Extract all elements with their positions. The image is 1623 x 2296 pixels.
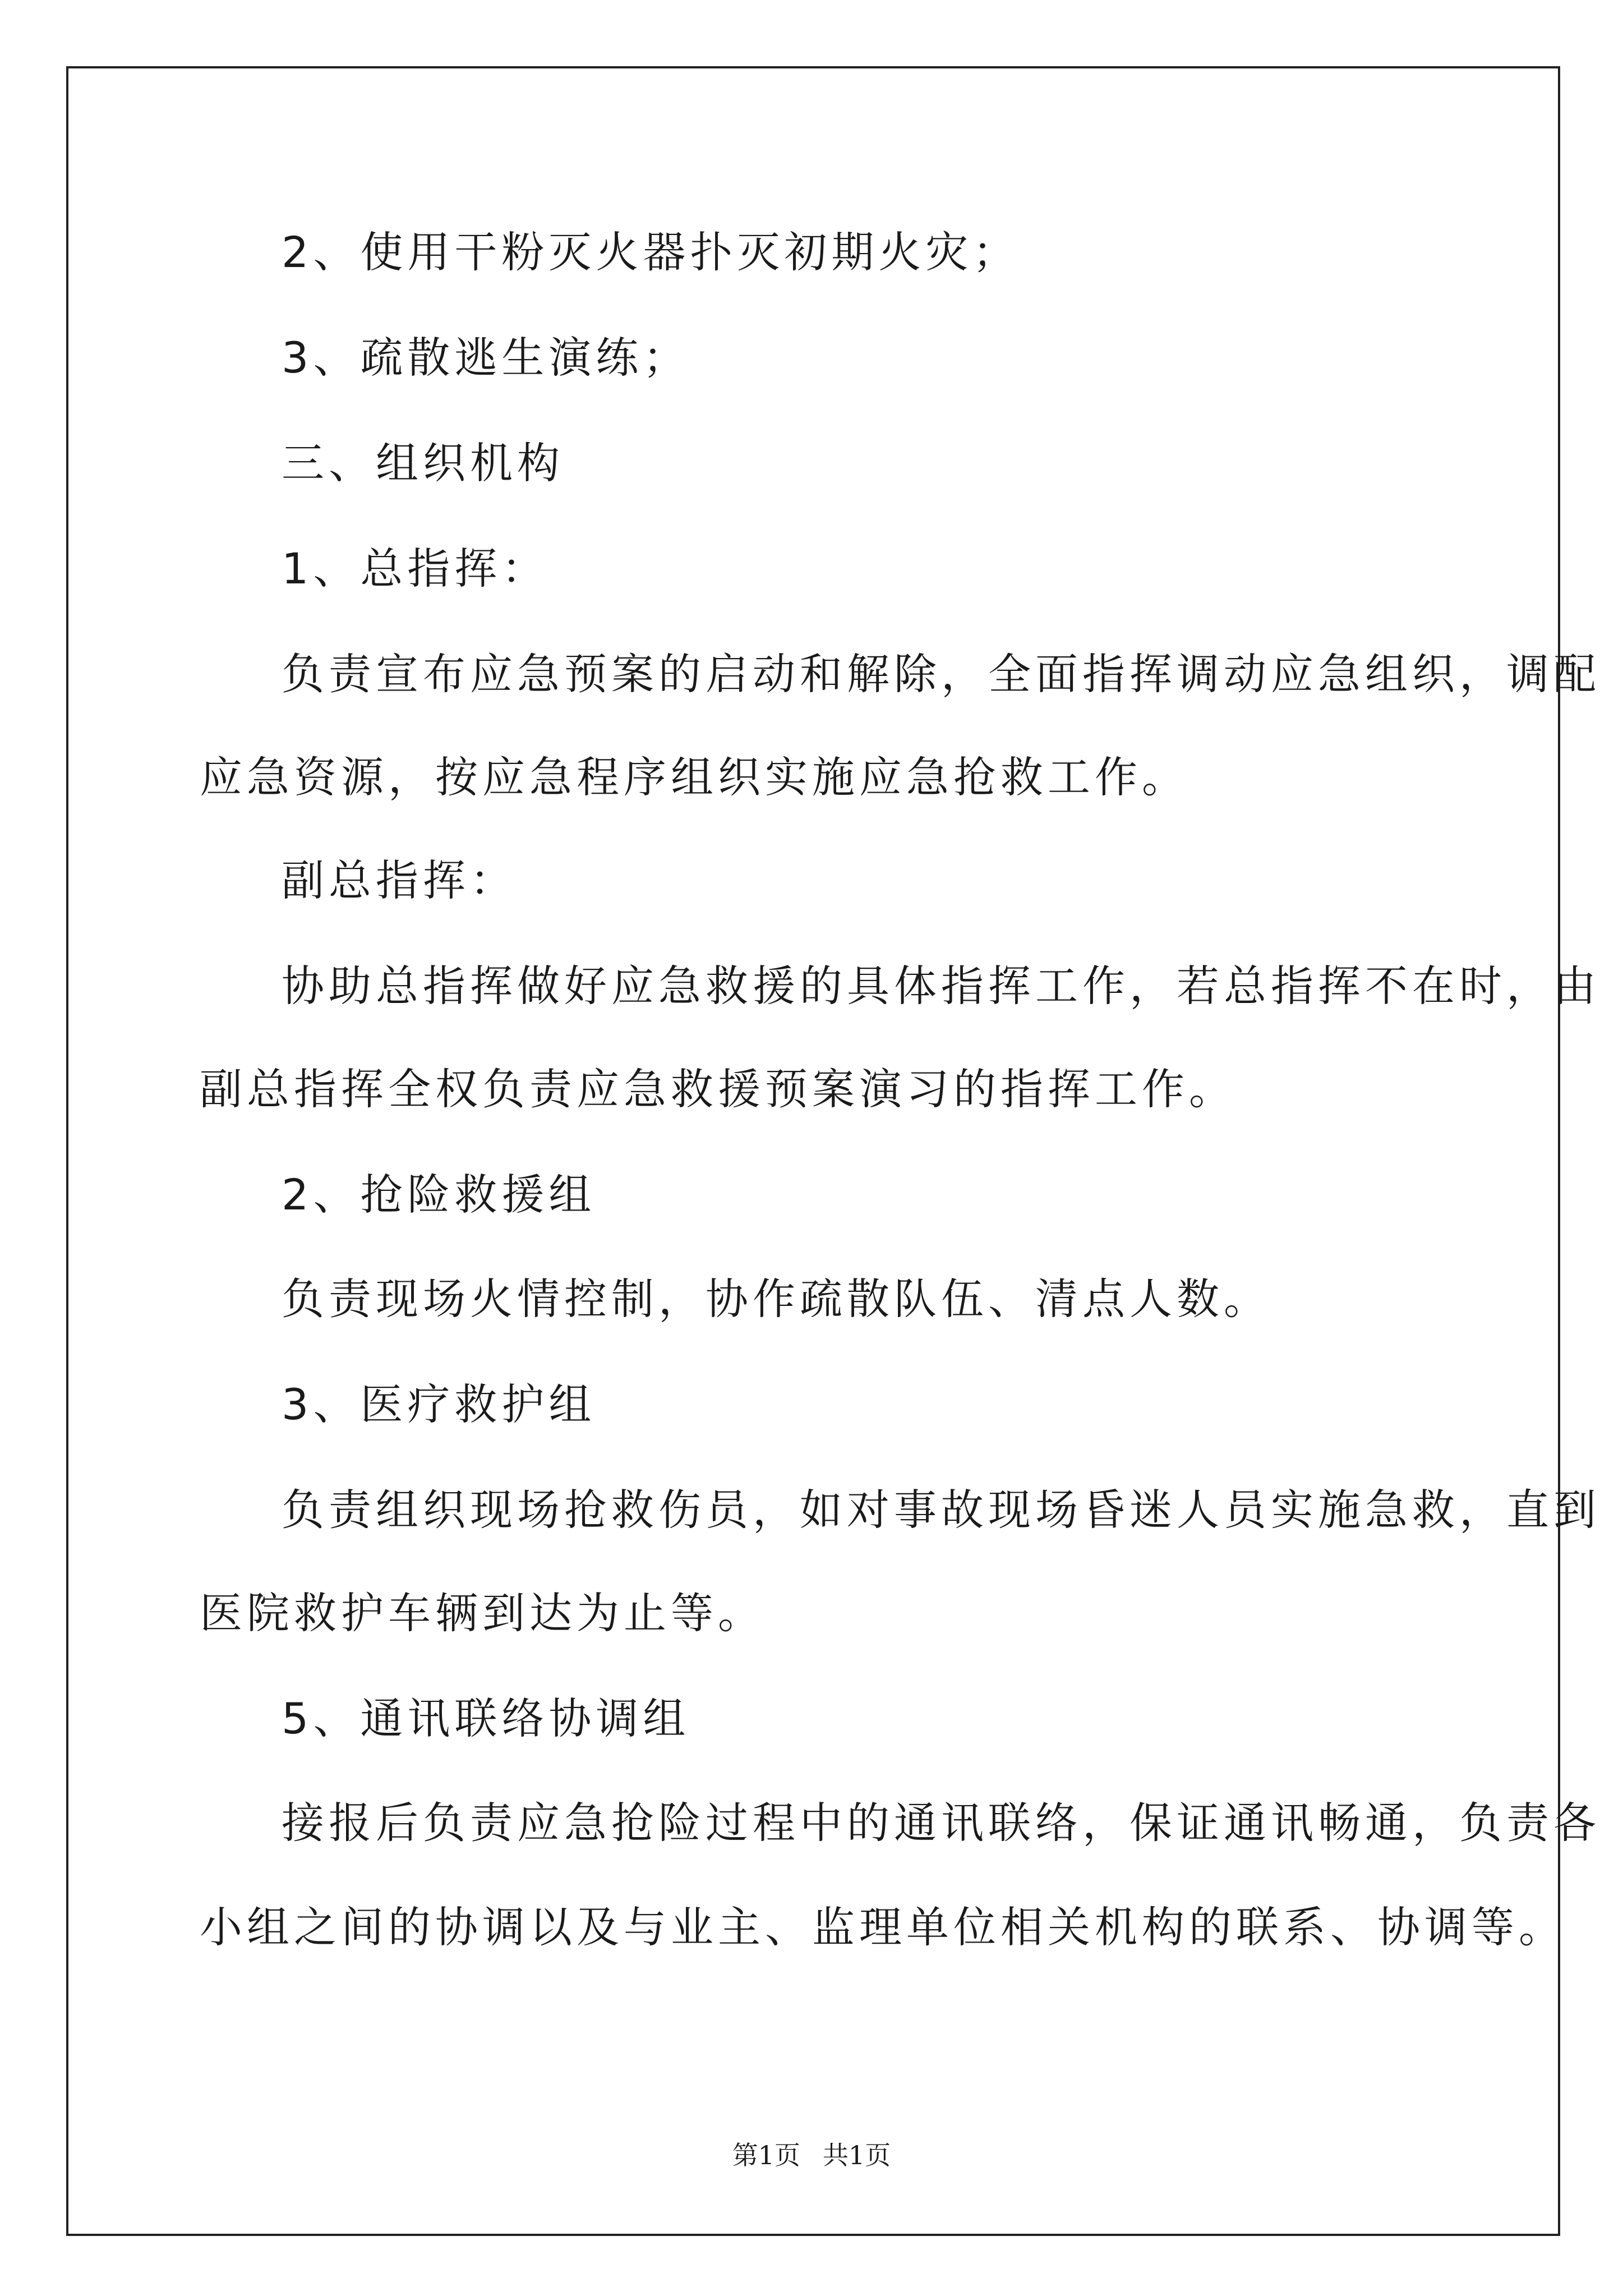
subsection-heading: 副总指挥：	[282, 855, 517, 905]
subsection-heading: 1、总指挥：	[282, 544, 549, 593]
subsection-heading: 3、医疗救护组	[282, 1379, 596, 1429]
paragraph-line: 接报后负责应急抢险过程中的通讯联络，保证通讯畅通，负责各	[282, 1798, 1601, 1848]
paragraph-line: 负责宣布应急预案的启动和解除，全面指挥调动应急组织，调配	[282, 649, 1601, 699]
paragraph-line: 医院救护车辆到达为止等。	[200, 1588, 765, 1638]
paragraph-line: 副总指挥全权负责应急救援预案演习的指挥工作。	[200, 1064, 1236, 1114]
page-footer	[0, 2138, 1623, 2172]
paragraph-line: 3、疏散逃生演练；	[282, 333, 690, 383]
paragraph-line: 协助总指挥做好应急救援的具体指挥工作，若总指挥不在时，由	[282, 961, 1601, 1011]
paragraph-line: 负责现场火情控制，协作疏散队伍、清点人数。	[282, 1274, 1271, 1324]
paragraph-line: 负责组织现场抢救伤员，如对事故现场昏迷人员实施急救，直到	[282, 1485, 1601, 1535]
paragraph-line: 2、使用干粉灭火器扑灭初期火灾；	[282, 227, 1020, 277]
subsection-heading: 5、通讯联络协调组	[282, 1694, 690, 1743]
page-number: 第1页	[732, 2140, 800, 2170]
section-heading: 三、组织机构	[282, 438, 564, 488]
paragraph-line: 小组之间的协调以及与业主、监理单位相关机构的联系、协调等。	[200, 1902, 1566, 1952]
page-total: 共1页	[823, 2140, 891, 2170]
paragraph-line: 应急资源，按应急程序组织实施应急抢救工作。	[200, 752, 1189, 802]
subsection-heading: 2、抢险救援组	[282, 1170, 596, 1220]
